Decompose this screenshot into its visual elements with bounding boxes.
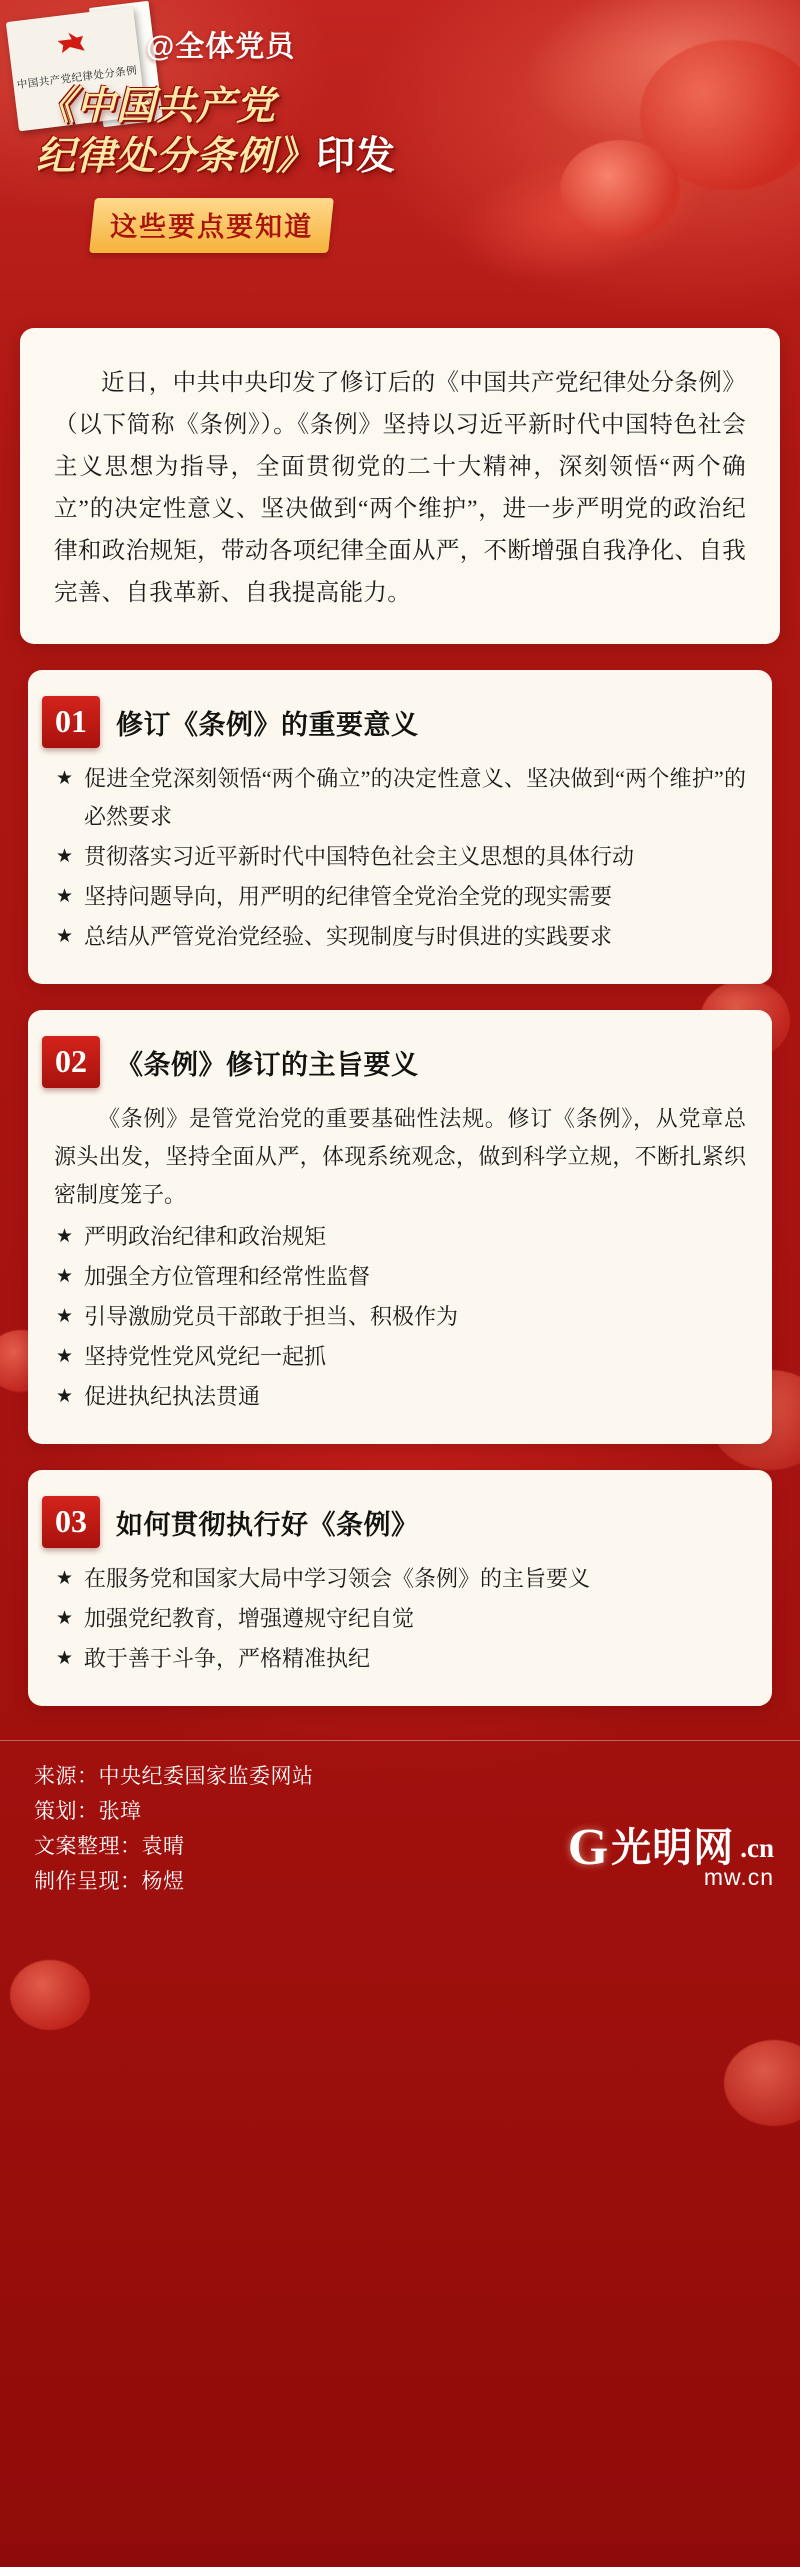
gmw-logo-g: G <box>567 1819 610 1876</box>
audience-line: @全体党员 <box>146 31 296 63</box>
section-03 <box>28 1470 772 1706</box>
list-item-text: 贯彻落实习近平新时代中国特色社会主义思想的具体行动 <box>84 844 635 869</box>
gmw-logo-main <box>567 1819 774 1876</box>
list-item-text: 加强党纪教育，增强遵规守纪自觉 <box>84 1606 415 1631</box>
party-emblem-icon <box>54 26 91 60</box>
list-item <box>54 1600 746 1638</box>
list-item-text: 严明政治纪律和政治规矩 <box>84 1224 327 1249</box>
section-02-list <box>54 1218 746 1416</box>
gmw-logo-sub: mw.cn <box>703 1864 774 1890</box>
list-item-text: 加强全方位管理和经常性监督 <box>84 1264 371 1289</box>
list-item-text: 坚持问题导向，用严明的纪律管全党治全党的现实需要 <box>84 884 613 909</box>
credit-producer: 制作呈现：杨煜 <box>34 1869 185 1893</box>
star-icon: ★ <box>56 1648 74 1669</box>
title-line-2-main: 纪律处分条例》 <box>36 135 317 178</box>
section-01-number: 01 <box>42 696 100 748</box>
header <box>0 0 800 320</box>
title-line-2-suffix: 印发 <box>316 135 397 178</box>
booklet-title: 中国共产党纪律处分条例 <box>16 65 138 92</box>
star-icon: ★ <box>56 886 74 907</box>
title-block <box>36 82 776 182</box>
section-03-title: 如何贯彻执行好《条例》 <box>116 1509 419 1540</box>
list-item <box>54 878 746 916</box>
section-01 <box>28 670 772 984</box>
credit-writer: 文案整理：袁晴 <box>34 1834 185 1858</box>
list-item <box>54 1218 746 1256</box>
title-line-2 <box>36 132 776 182</box>
star-icon: ★ <box>56 926 74 947</box>
list-item <box>54 760 746 836</box>
star-icon: ★ <box>56 1568 74 1589</box>
gmw-logo-text: 光明网 <box>611 1825 735 1870</box>
list-item-text: 促进执纪执法贯通 <box>84 1384 261 1409</box>
star-icon: ★ <box>56 846 74 867</box>
section-03-header <box>42 1470 746 1548</box>
list-item <box>54 1640 746 1678</box>
list-item-text: 促进全党深刻领悟“两个确立”的决定性意义、坚决做到“两个维护”的必然要求 <box>84 766 746 829</box>
list-item-text: 总结从严管党治党经验、实现制度与时俱进的实践要求 <box>84 924 613 949</box>
list-item <box>54 1378 746 1416</box>
title-line-1: 《中国共产党 <box>36 85 277 128</box>
decorative-blob <box>10 1960 90 2030</box>
subtitle-text: 这些要点要知道 <box>110 212 314 242</box>
intro-paragraph: 近日，中共中央印发了修订后的《中国共产党纪律处分条例》（以下简称《条例》）。《条例》坚持以习近平新时代中国特色社会主义思想为指导，全面贯彻党的二十大精神，深刻领悟“两个确立”的决定性意义、坚决做到“两个维护”，进一步严明党的政治纪律和政治规矩，带动各项纪律全面从严，不断增强自我净化、自我完善、自我革新、自我提高能力。 <box>54 370 746 606</box>
star-icon: ★ <box>56 1386 74 1407</box>
list-item <box>54 918 746 956</box>
section-03-list <box>54 1560 746 1678</box>
list-item <box>54 1338 746 1376</box>
section-02-number: 02 <box>42 1036 100 1088</box>
star-icon: ★ <box>56 1226 74 1247</box>
section-02-title: 《条例》修订的主旨要义 <box>116 1049 419 1080</box>
list-item <box>54 838 746 876</box>
section-02 <box>28 1010 772 1444</box>
credit-source: 来源：中央纪委国家监委网站 <box>34 1764 314 1788</box>
credit-planner: 策划：张璋 <box>34 1799 142 1823</box>
star-icon: ★ <box>56 1608 74 1629</box>
list-item <box>54 1560 746 1598</box>
subtitle-banner <box>89 198 334 253</box>
star-icon: ★ <box>56 1306 74 1327</box>
list-item <box>54 1298 746 1336</box>
star-icon: ★ <box>56 1346 74 1367</box>
gmw-logo-cn: .cn <box>740 1833 774 1863</box>
star-icon: ★ <box>56 768 74 789</box>
section-03-number: 03 <box>42 1496 100 1548</box>
section-01-header <box>42 670 746 748</box>
section-01-list <box>54 760 746 956</box>
section-01-title: 修订《条例》的重要意义 <box>116 709 419 740</box>
intro-card <box>20 328 780 644</box>
star-icon: ★ <box>56 1266 74 1287</box>
decorative-blob <box>724 2040 800 2126</box>
list-item-text: 引导激励党员干部敢于担当、积极作为 <box>84 1304 459 1329</box>
list-item-text: 敢于善于斗争，严格精准执纪 <box>84 1646 371 1671</box>
list-item-text: 坚持党性党风党纪一起抓 <box>84 1344 327 1369</box>
gmw-logo <box>567 1819 774 1891</box>
section-02-lead: 《条例》是管党治党的重要基础性法规。修订《条例》，从党章总源头出发，坚持全面从严，体现系统观念，做到科学立规，不断扎紧织密制度笼子。 <box>54 1106 746 1207</box>
section-02-header <box>42 1010 746 1088</box>
list-item-text: 在服务党和国家大局中学习领会《条例》的主旨要义 <box>84 1566 591 1591</box>
list-item <box>54 1258 746 1296</box>
footer <box>0 1740 800 1925</box>
